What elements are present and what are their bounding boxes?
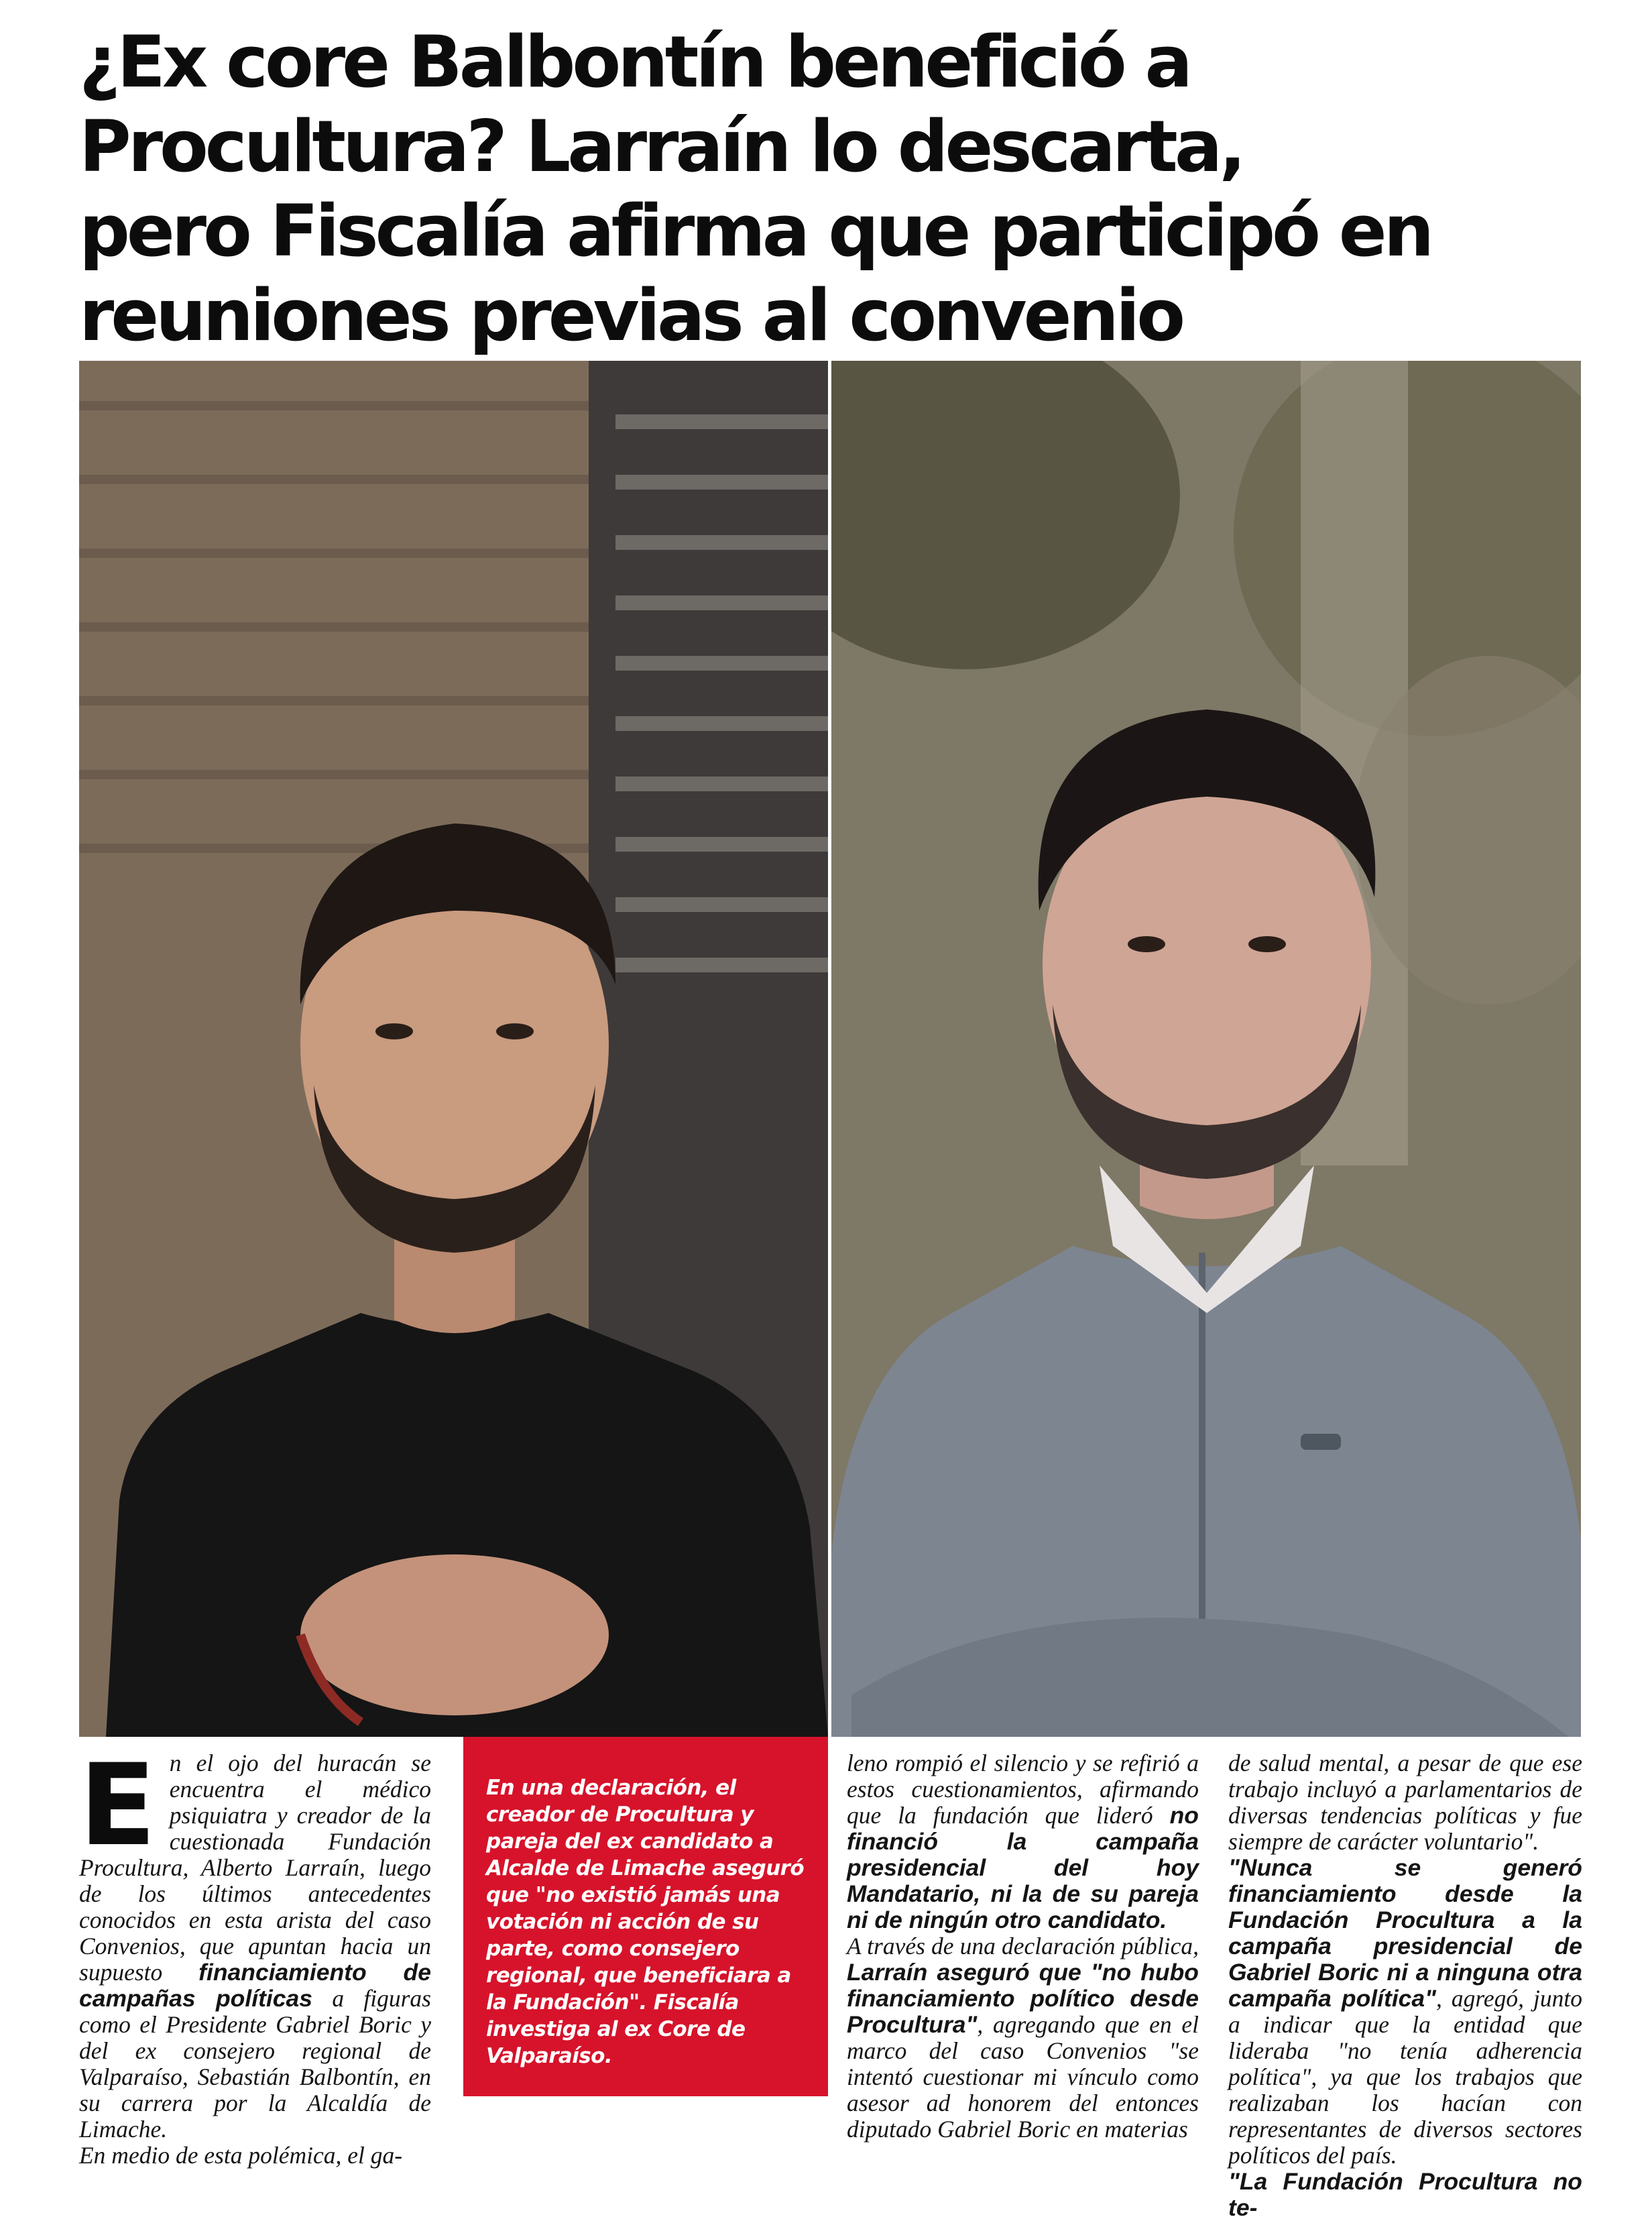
photo-left-illustration	[79, 361, 828, 1737]
pull-quote-text: En una declaración, el creador de Procultura y pareja del ex candidato a Alcalde de Limache aseguró que "no existió jamás una votación ni acción de su parte, como consejero regional, que beneficiara a la Fundación". Fiscalía investiga al ex Core de Valparaíso.	[486, 1776, 805, 2068]
article-paragraph-6	[1228, 1855, 1582, 2169]
article-text-segment: de salud mental, a pesar de que ese trabajo incluyó a parlamentarios de diversas tendencias políticas y fue siempre de carácter voluntario".	[1228, 1750, 1582, 1855]
article-text-bold: "Nunca se generó financiamiento desde la Fundación Procultura a la campaña presidencial de Gabriel Boric ni a ninguna otra campaña política"	[1228, 1854, 1582, 2012]
headline	[79, 20, 1581, 358]
article-text-bold: no financió la campaña presidencial del hoy Mandatario, ni la de su pareja ni de ningún otro candidato.	[847, 1802, 1199, 1933]
headline-line-3: pero Fiscalía afirma que participó en	[79, 190, 1431, 272]
article-text-segment: En medio de esta polémica, el ga-	[79, 2142, 403, 2169]
pull-quote-box	[463, 1737, 828, 2096]
article-text-segment: , agregó, junto a indicar que la entidad que lideraba "no tenía adherencia política", ya que los trabajos que realizaban los hacían con representantes de diversos sectores políticos del país.	[1228, 1985, 1583, 2169]
article-paragraph-4	[847, 1933, 1199, 2143]
drop-cap: E	[79, 1740, 156, 1871]
article-text-bold: financiamiento de campañas políticas	[79, 1959, 431, 2012]
article-column-3	[847, 1750, 1199, 2143]
headline-line-2: Procultura? Larraín lo descarta,	[79, 105, 1243, 188]
article-text-segment: A través de una declaración pública,	[847, 1933, 1199, 1959]
article-column-4	[1228, 1750, 1582, 2221]
article-column-1	[79, 1740, 431, 2169]
article-paragraph-5	[1228, 1750, 1582, 1855]
article-paragraph-3	[847, 1750, 1199, 1933]
headline-line-1: ¿Ex core Balbontín benefició a	[79, 21, 1190, 103]
article-text-segment: a figuras como el Presidente Gabriel Boric y del ex consejero regional de Valparaíso, Sebastián Balbontín, en su carrera por la Alcaldía de Limache.	[79, 1985, 431, 2143]
article-text-segment: n el ojo del huracán se encuentra el médico psiquiatra y creador de la cuestionada Fundación Procultura, Alberto Larraín, luego de los últimos antecedentes conocidos en esta arista del caso Convenios, que apuntan hacia un supuesto	[79, 1750, 431, 1986]
article-text-bold: Larraín aseguró que "no hubo financiamiento político desde Procultura"	[847, 1959, 1199, 2038]
article-text-segment: , agregando que en el marco del caso Convenios "se intentó cuestionar mi vínculo como asesor ad honorem del entonces diputado Gabriel Boric en materias	[847, 2011, 1199, 2143]
photo-left	[79, 361, 828, 1737]
article-text-bold: "La Fundación Procultura no te-	[1228, 2168, 1582, 2221]
photo-right-illustration	[831, 361, 1581, 1737]
article-text-segment: leno rompió el silencio y se refirió a estos cuestionamientos, afirmando que la fundación que lideró	[847, 1750, 1199, 1829]
headline-line-4: reuniones previas al convenio	[79, 274, 1183, 357]
article-paragraph-7	[1228, 2169, 1582, 2221]
article-paragraph-2	[79, 2143, 431, 2169]
photo-right	[831, 361, 1581, 1737]
